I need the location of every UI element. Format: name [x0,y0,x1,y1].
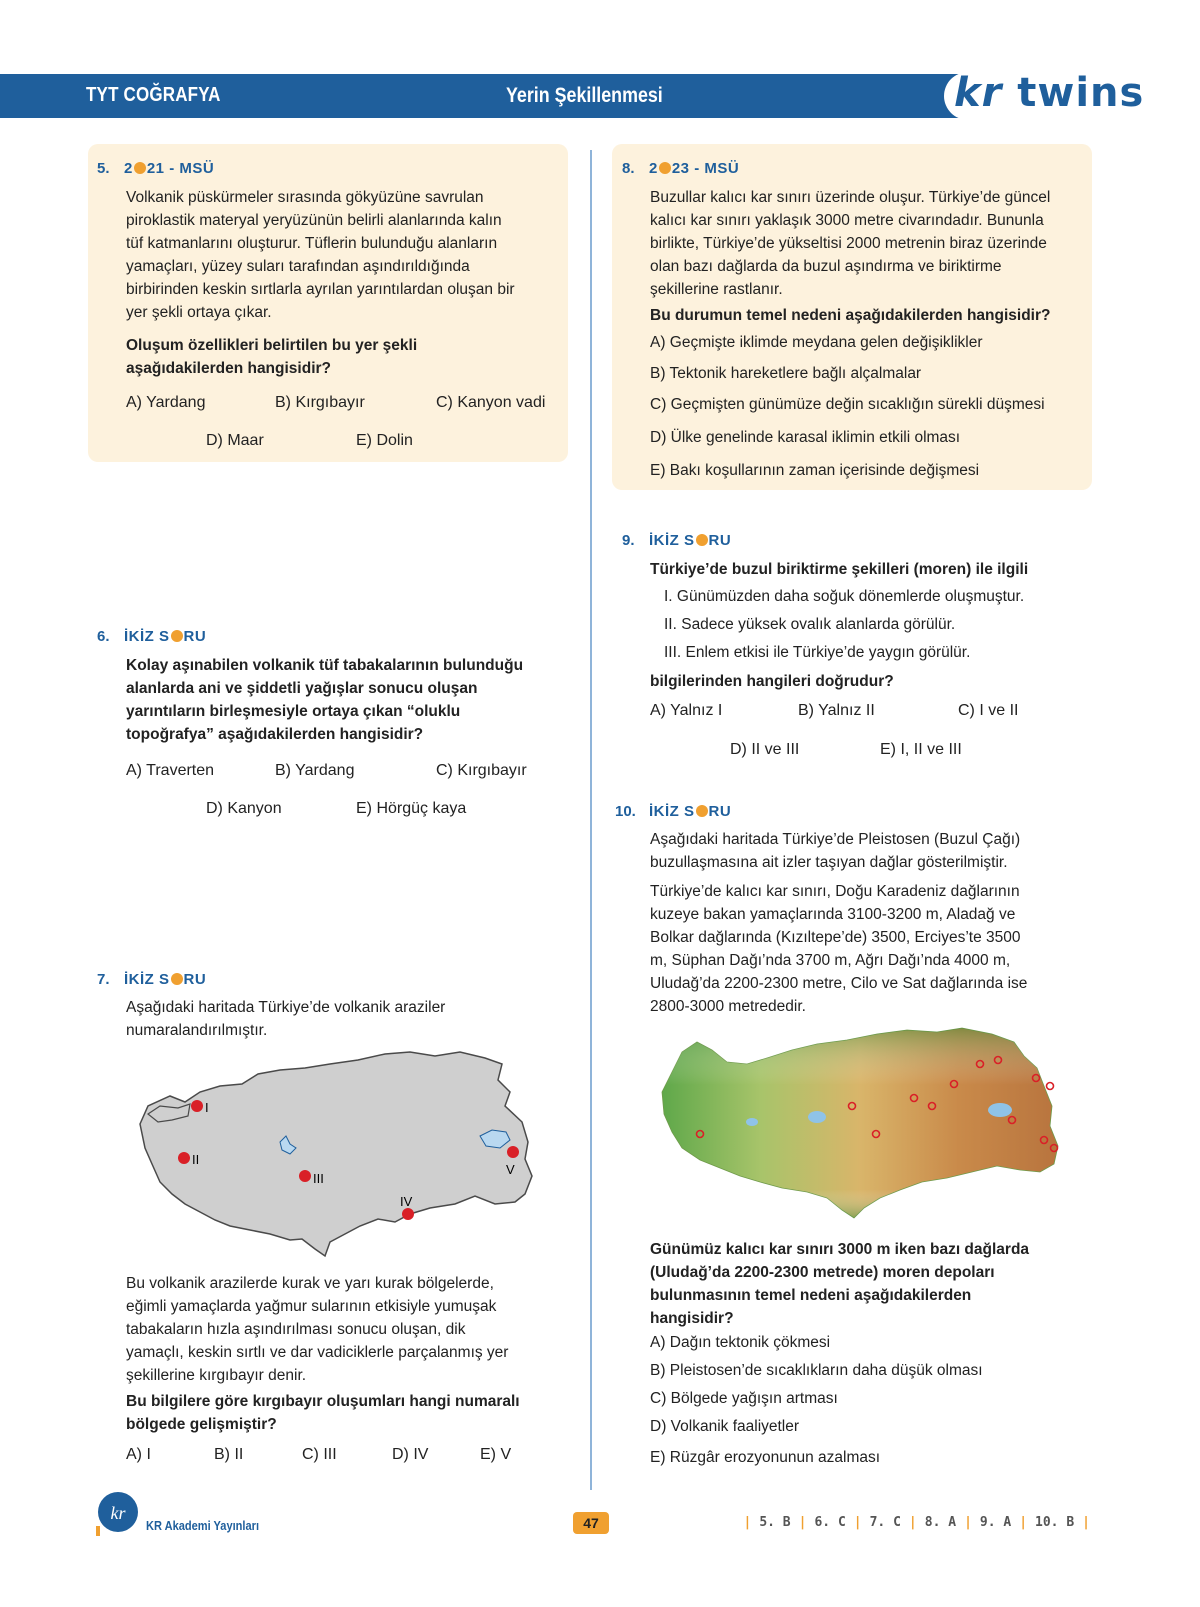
answer-9: 9. A [979,1515,1012,1530]
brand-twins: twins [1017,70,1145,116]
q10-tag: İKİZ S RU [649,803,732,820]
q10-option-b[interactable]: B) Pleistosen’de sıcaklıkların daha düşük olması [650,1362,983,1379]
q8-question: Bu durumun temel nedeni aşağıdakilerden hangisidir? [650,307,1051,324]
column-divider [590,150,592,1490]
q5-option-d[interactable]: D) Maar [206,432,264,449]
q8-option-e[interactable]: E) Bakı koşullarının zaman içerisinde değişmesi [650,462,980,479]
q5-question: Oluşum özellikleri belirtilen bu yer şekli aşağıdakilerden hangisidir? [126,337,418,377]
publisher-logo [92,1486,144,1538]
q7-option-d[interactable]: D) IV [392,1446,429,1463]
marker-iii [299,1170,311,1182]
lake-tuz [808,1111,826,1123]
answer-key: | 5. B | 6. C | 7. C | 8. A | 9. A | 10. B | [743,1515,1090,1530]
answer-10: 10. B [1035,1515,1075,1530]
page-number: 47 [573,1512,609,1534]
marker-v [507,1146,519,1158]
brand-kr: kr [954,70,1003,116]
answer-8: 8. A [924,1515,957,1530]
q9-question-2: bilgilerinden hangileri doğrudur? [650,673,894,690]
publisher-logo-text: kr [110,1503,126,1523]
q6-option-e[interactable]: E) Hörgüç kaya [356,800,467,817]
answer-7: 7. C [869,1515,901,1530]
marker-iv [402,1208,414,1220]
label-iii: III [313,1171,324,1186]
clock-icon [659,162,671,174]
q9-item-3: III. Enlem etkisi ile Türkiye’de yaygın görülür. [664,644,971,661]
q9-option-c[interactable]: C) I ve II [958,702,1019,719]
q9-option-d[interactable]: D) II ve III [730,741,800,758]
q10-text: Türkiye’de kalıcı kar sınırı, Doğu Karadeniz dağlarının kuzeye bakan yamaçlarında 3100-3200 m, Aladağ ve Bolkar dağlarında (Kızıltepe’de) 3500, Erciyes’te 3500 m, Süphan Dağı’nda 3700 m, Ağrı Dağı’nda 4000 m, Uludağ’da 2200-2300 metre, Cilo ve Sat dağlarında ise 2800-3000 metrededir. [650,883,1028,1015]
q6-option-c[interactable]: C) Kırgıbayır [436,762,527,779]
publisher-name: KR Akademi Yayınları [146,1518,260,1533]
q10-question: Günümüz kalıcı kar sınırı 3000 m iken bazı dağlarda (Uludağ’da 2200-2300 metrede) moren depoları bulunmasının temel nedeni aşağıdakilerden hangisidir? [650,1241,1030,1327]
q5-text: Volkanik püskürmeler sırasında gökyüzüne savrulan piroklastik materyal yeryüzünün belirli alanlarında kalın tüf katmanlarını oluşturur. Tüflerin bulunduğu alanların yamaçları, yüzey suları tarafından aşındırıldığında birbirinden keskin sırtlarla ayrılan yarıntılardan oluşan bir yer şekli ortaya çıkar. [126,189,515,321]
subject-title: TYT COĞRAFYA [86,84,221,106]
q9-option-b[interactable]: B) Yalnız II [798,702,875,719]
q8-option-c[interactable]: C) Geçmişten günümüze değin sıcaklığın sürekli düşmesi [650,396,1045,413]
clock-icon [134,162,146,174]
q9-item-1: I. Günümüzden daha soğuk dönemlerde oluşmuştur. [664,588,1025,605]
q9-question: Türkiye’de buzul biriktirme şekilleri (moren) ile ilgili [650,561,1029,578]
clock-icon [171,973,183,985]
q6-tag: İKİZ S RU [124,628,207,645]
q9-number: 9. [622,532,635,549]
marker-ii [178,1152,190,1164]
q6-number: 6. [97,628,110,645]
q9-option-e[interactable]: E) I, II ve III [880,741,962,758]
answer-6: 6. C [814,1515,846,1530]
clock-icon [171,630,183,642]
topic-title: Yerin Şekillenmesi [506,84,663,107]
q8-option-d[interactable]: D) Ülke genelinde karasal iklimin etkili olması [650,429,961,446]
q10-number: 10. [615,803,636,820]
q5-option-e[interactable]: E) Dolin [356,432,413,449]
q9-tag: İKİZ S RU [649,532,732,549]
label-iv: IV [400,1194,413,1209]
q5-tag: 2 21 - MSÜ [124,160,215,177]
clock-icon [696,534,708,546]
q7-option-c[interactable]: C) III [302,1446,337,1463]
q6-option-b[interactable]: B) Yardang [275,762,355,779]
volcanic-map [130,1044,540,1264]
q7-option-e[interactable]: E) V [480,1446,512,1463]
q10-option-a[interactable]: A) Dağın tektonik çökmesi [650,1334,831,1351]
q7-tag: İKİZ S RU [124,971,207,988]
q7-option-a[interactable]: A) I [126,1446,151,1463]
q9-item-2: II. Sadece yüksek ovalık alanlarda görülür. [664,616,956,633]
q10-option-d[interactable]: D) Volkanik faaliyetler [650,1418,800,1435]
q7-intro: Aşağıdaki haritada Türkiye’de volkanik araziler numaralandırılmıştır. [126,999,446,1039]
lake-van [988,1103,1012,1117]
q9-option-a[interactable]: A) Yalnız I [650,702,723,719]
q5-option-b[interactable]: B) Kırgıbayır [275,394,365,411]
q6-option-a[interactable]: A) Traverten [126,762,215,779]
q5-option-c[interactable]: C) Kanyon vadi [436,394,546,411]
glacier-map [652,1022,1072,1222]
q5-number: 5. [97,160,110,177]
q5-option-a[interactable]: A) Yardang [126,394,206,411]
q6-option-d[interactable]: D) Kanyon [206,800,282,817]
label-i: I [205,1100,209,1115]
marker-i [191,1100,203,1112]
label-v: V [506,1162,515,1177]
q10-intro: Aşağıdaki haritada Türkiye’de Pleistosen (Buzul Çağı) buzullaşmasına ait izler taşıyan dağlar gösterilmiştir. [650,831,1021,871]
q8-tag: 2 23 - MSÜ [649,160,740,177]
q7-question: Bu bilgilere göre kırgıbayır oluşumları hangi numaralı bölgede gelişmiştir? [126,1393,520,1433]
answer-5: 5. B [759,1515,791,1530]
q7-number: 7. [97,971,110,988]
q7-option-b[interactable]: B) II [214,1446,244,1463]
clock-icon [696,805,708,817]
q8-option-a[interactable]: A) Geçmişte iklimde meydana gelen değişiklikler [650,334,983,351]
q8-text: Buzullar kalıcı kar sınırı üzerinde oluşur. Türkiye’de güncel kalıcı kar sınırı yaklaşık 3000 metre civarındadır. Bununla birlikte, Türkiye’de yükseltisi 2000 metrenin biraz üzerinde olan bazı dağlarda da buzul aşındırma ve biriktirme şekillerine rastlanır. [650,189,1051,298]
brand-logo [954,70,1144,116]
label-ii: II [192,1152,200,1167]
q6-question: Kolay aşınabilen volkanik tüf tabakalarının bulunduğu alanlarda ani ve şiddetli yağışlar sonucu oluşan yarıntıların birleşmesiyle ortaya çıkan “oluklu topoğrafya” aşağıdakilerden hangisidir? [126,657,524,743]
lake-west [746,1118,758,1126]
q8-option-b[interactable]: B) Tektonik hareketlere bağlı alçalmalar [650,365,922,382]
marker-6 [1047,1083,1054,1090]
q7-text: Bu volkanik arazilerde kurak ve yarı kurak bölgelerde, eğimli yamaçlarda yağmur sularının etkisiyle yumuşak tabakaların hızla aşındırılması sonucu oluşan, dik yamaçlı, keskin sırtlı ve dar vadiciklerle parçalanmış yer şekillerine kırgıbayır denir. [126,1275,509,1384]
q10-option-e[interactable]: E) Rüzgâr erozyonunun azalması [650,1449,881,1466]
q8-number: 8. [622,160,635,177]
q10-option-c[interactable]: C) Bölgede yağışın artması [650,1390,838,1407]
